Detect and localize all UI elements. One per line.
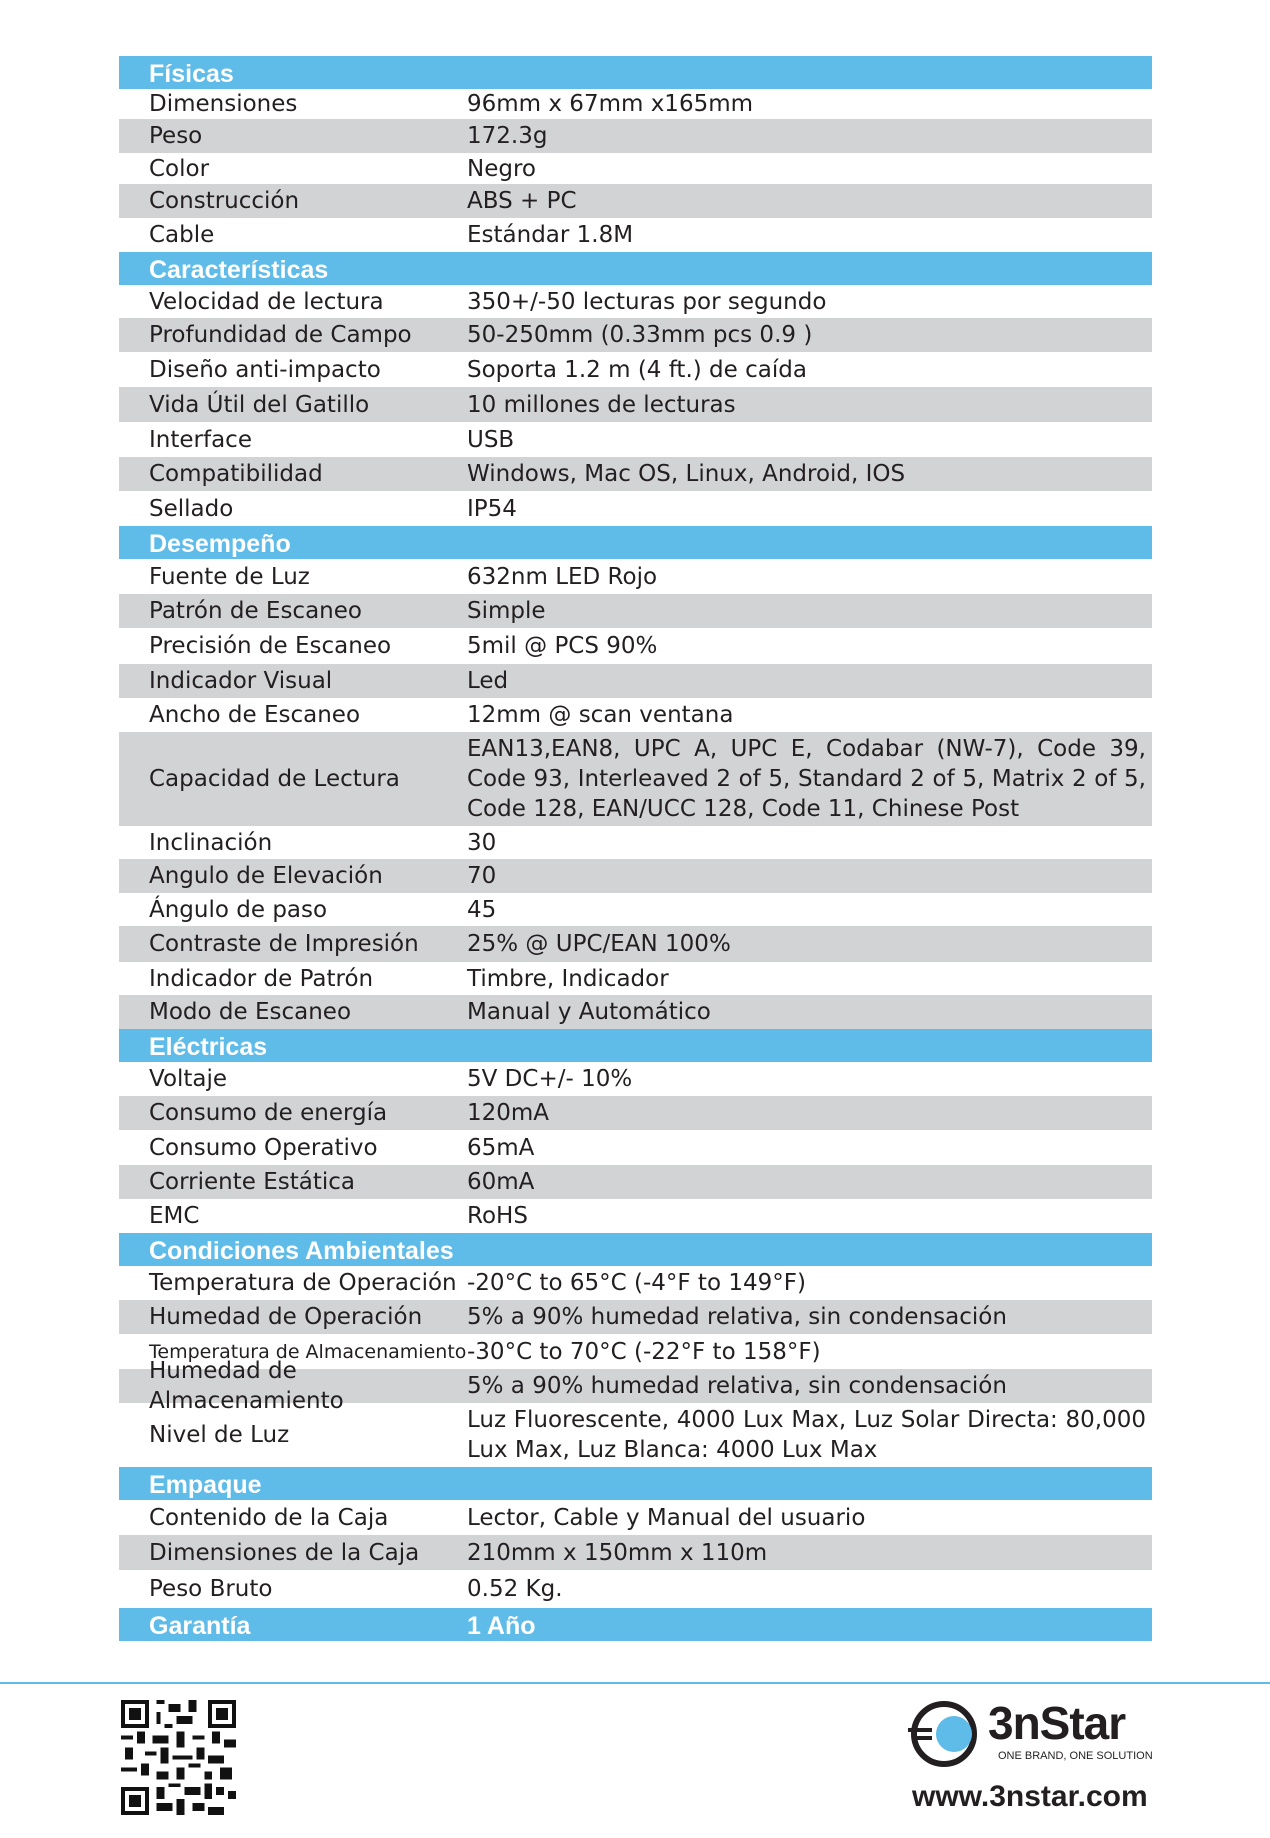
- spec-row: [119, 594, 1152, 628]
- spec-row: [119, 1199, 1152, 1233]
- spec-row: [119, 218, 1152, 252]
- spec-row: [119, 995, 1152, 1029]
- spec-row: [119, 559, 1152, 594]
- spec-label: Fuente de Luz: [149, 563, 310, 590]
- spec-label: Angulo de Elevación: [149, 863, 383, 889]
- spec-row: [119, 318, 1152, 352]
- spec-label: Patrón de Escaneo: [149, 598, 362, 624]
- spec-value: -30°C to 70°C (-22°F to 158°F): [467, 1338, 821, 1365]
- spec-value: Simple: [467, 598, 546, 624]
- spec-label: Indicador de Patrón: [149, 965, 374, 992]
- spec-value: 70: [467, 863, 497, 889]
- section-header: [119, 1029, 1152, 1062]
- spec-label: Vida Útil del Gatillo: [149, 391, 370, 418]
- spec-value: 65mA: [467, 1134, 535, 1161]
- spec-label: Cable: [149, 222, 215, 248]
- spec-label: Diseño anti-impacto: [149, 356, 381, 383]
- spec-value: IP54: [467, 495, 517, 522]
- spec-label: Humedad de Almacenamiento: [149, 1358, 344, 1414]
- spec-value: 60mA: [467, 1169, 535, 1195]
- section-title: Empaque: [149, 1471, 262, 1499]
- spec-row: [119, 698, 1152, 732]
- spec-value: Windows, Mac OS, Linux, Android, IOS: [467, 461, 906, 487]
- section-header: [119, 1467, 1152, 1500]
- spec-label: Consumo de energía: [149, 1100, 388, 1126]
- spec-label: Indicador Visual: [149, 668, 333, 694]
- spec-row: [119, 89, 1152, 119]
- spec-row: [119, 1500, 1152, 1535]
- section-header: [119, 56, 1152, 89]
- spec-row: [119, 422, 1152, 457]
- warranty-label: Garantía: [149, 1612, 251, 1640]
- spec-value: Led: [467, 668, 509, 694]
- spec-value: 632nm LED Rojo: [467, 563, 658, 590]
- spec-label: Dimensiones de la Caja: [149, 1539, 420, 1566]
- spec-value: 5% a 90% humedad relativa, sin condensación: [467, 1304, 1007, 1330]
- spec-row: [119, 184, 1152, 218]
- spec-row: [119, 1358, 1152, 1414]
- spec-row: [119, 352, 1152, 387]
- spec-value: 96mm x 67mm x165mm: [467, 91, 754, 117]
- spec-value: 0.52 Kg.: [467, 1576, 563, 1602]
- spec-row: [119, 387, 1152, 422]
- spec-value: ABS + PC: [467, 188, 577, 214]
- section-title: Físicas: [149, 60, 234, 88]
- spec-value: 172.3g: [467, 123, 548, 149]
- spec-label: Nivel de Luz: [149, 1422, 290, 1448]
- spec-row: [119, 926, 1152, 962]
- spec-value: 30: [467, 829, 497, 856]
- section-title: Desempeño: [149, 530, 291, 558]
- spec-sheet: [119, 56, 1152, 1641]
- spec-row: [119, 962, 1152, 995]
- spec-row: [119, 153, 1152, 184]
- spec-label: Interface: [149, 426, 252, 453]
- spec-value: Manual y Automático: [467, 999, 711, 1025]
- spec-label: Construcción: [149, 188, 300, 214]
- warranty-bar: [119, 1608, 1152, 1641]
- spec-row: [119, 285, 1152, 318]
- brand-logo: [908, 1697, 1153, 1772]
- spec-label: Temperatura de Operación: [149, 1270, 457, 1296]
- spec-label: Sellado: [149, 495, 234, 522]
- spec-value: 45: [467, 896, 497, 923]
- spec-label: Contenido de la Caja: [149, 1504, 389, 1531]
- spec-row: [119, 1266, 1152, 1300]
- spec-label: Velocidad de lectura: [149, 288, 384, 315]
- spec-row: [119, 826, 1152, 859]
- spec-row: [119, 1570, 1152, 1608]
- spec-row: [119, 628, 1152, 664]
- spec-label: Peso: [149, 123, 203, 149]
- spec-value: 5% a 90% humedad relativa, sin condensación: [467, 1373, 1007, 1399]
- spec-row: [119, 859, 1152, 893]
- spec-value: Estándar 1.8M: [467, 222, 634, 248]
- spec-label: Humedad de Operación: [149, 1304, 423, 1330]
- spec-value: Negro: [467, 155, 536, 182]
- spec-label: Ancho de Escaneo: [149, 702, 361, 728]
- spec-label: Dimensiones: [149, 91, 298, 117]
- spec-label: Color: [149, 155, 210, 182]
- spec-value: 120mA: [467, 1100, 550, 1126]
- spec-value: Luz Fluorescente, 4000 Lux Max, Luz Solar Directa: 80,000 Lux Max, Luz Blanca: 4000 Lux Max: [467, 1407, 1146, 1463]
- spec-value: 210mm x 150mm x 110m: [467, 1539, 768, 1566]
- spec-label: Profundidad de Campo: [149, 322, 412, 348]
- spec-value: 50-250mm (0.33mm pcs 0.9 ): [467, 322, 813, 348]
- spec-row: [119, 1130, 1152, 1165]
- section-header: [119, 252, 1152, 285]
- spec-label: Modo de Escaneo: [149, 999, 352, 1025]
- spec-row: [119, 457, 1152, 491]
- spec-value: 5V DC+/- 10%: [467, 1066, 633, 1092]
- section-title: Eléctricas: [149, 1033, 268, 1061]
- spec-label: Voltaje: [149, 1066, 228, 1092]
- brand-name: 3nStar: [988, 1697, 1126, 1749]
- spec-label: Contraste de Impresión: [149, 931, 419, 957]
- spec-label: Compatibilidad: [149, 461, 323, 487]
- spec-value: 350+/-50 lecturas por segundo: [467, 288, 827, 315]
- spec-label: Corriente Estática: [149, 1169, 356, 1195]
- spec-value: 10 millones de lecturas: [467, 391, 736, 418]
- spec-row: [119, 1062, 1152, 1096]
- spec-value: RoHS: [467, 1203, 528, 1229]
- spec-row: [119, 1300, 1152, 1334]
- spec-value: Soporta 1.2 m (4 ft.) de caída: [467, 356, 807, 383]
- warranty-value: 1 Año: [467, 1612, 536, 1640]
- section-title: Características: [149, 256, 329, 284]
- spec-label: Ángulo de paso: [149, 896, 328, 923]
- spec-value: Timbre, Indicador: [467, 965, 669, 992]
- spec-value: EAN13,EAN8, UPC A, UPC E, Codabar (NW-7), Code 39, Code 93, Interleaved 2 of 5, Standard 2 of 5, Matrix 2 of 5, Code 128, EAN/UCC 128, Code 11, Chinese Post: [467, 736, 1146, 822]
- spec-label: Inclinación: [149, 829, 273, 856]
- website-url: www.3nstar.com: [912, 1780, 1148, 1813]
- spec-row: [119, 1096, 1152, 1130]
- spec-value: 5mil @ PCS 90%: [467, 633, 658, 659]
- spec-label: EMC: [149, 1203, 200, 1229]
- spec-label: Consumo Operativo: [149, 1134, 378, 1161]
- spec-value: 12mm @ scan ventana: [467, 702, 734, 728]
- spec-label: Temperatura de Almacenamiento: [149, 1340, 467, 1363]
- spec-value: USB: [467, 426, 515, 453]
- spec-label: Precisión de Escaneo: [149, 633, 392, 659]
- spec-value: Lector, Cable y Manual del usuario: [467, 1504, 866, 1531]
- spec-row: [119, 1165, 1152, 1199]
- spec-value: -20°C to 65°C (-4°F to 149°F): [467, 1270, 806, 1296]
- spec-row: [119, 664, 1152, 698]
- spec-row: [119, 491, 1152, 526]
- section-header: [119, 526, 1152, 559]
- spec-row: [119, 732, 1152, 826]
- section-header: [119, 1233, 1152, 1266]
- qr-code-image: [121, 1700, 236, 1815]
- spec-row: [119, 119, 1152, 153]
- spec-label: Peso Bruto: [149, 1576, 273, 1602]
- spec-label: Capacidad de Lectura: [149, 766, 400, 792]
- spec-value: 25% @ UPC/EAN 100%: [467, 931, 731, 957]
- brand-tagline: ONE BRAND, ONE SOLUTION: [998, 1750, 1153, 1762]
- spec-row: [119, 893, 1152, 926]
- section-title: Condiciones Ambientales: [149, 1237, 454, 1265]
- spec-row: [119, 1535, 1152, 1570]
- footer-divider: [0, 1682, 1270, 1684]
